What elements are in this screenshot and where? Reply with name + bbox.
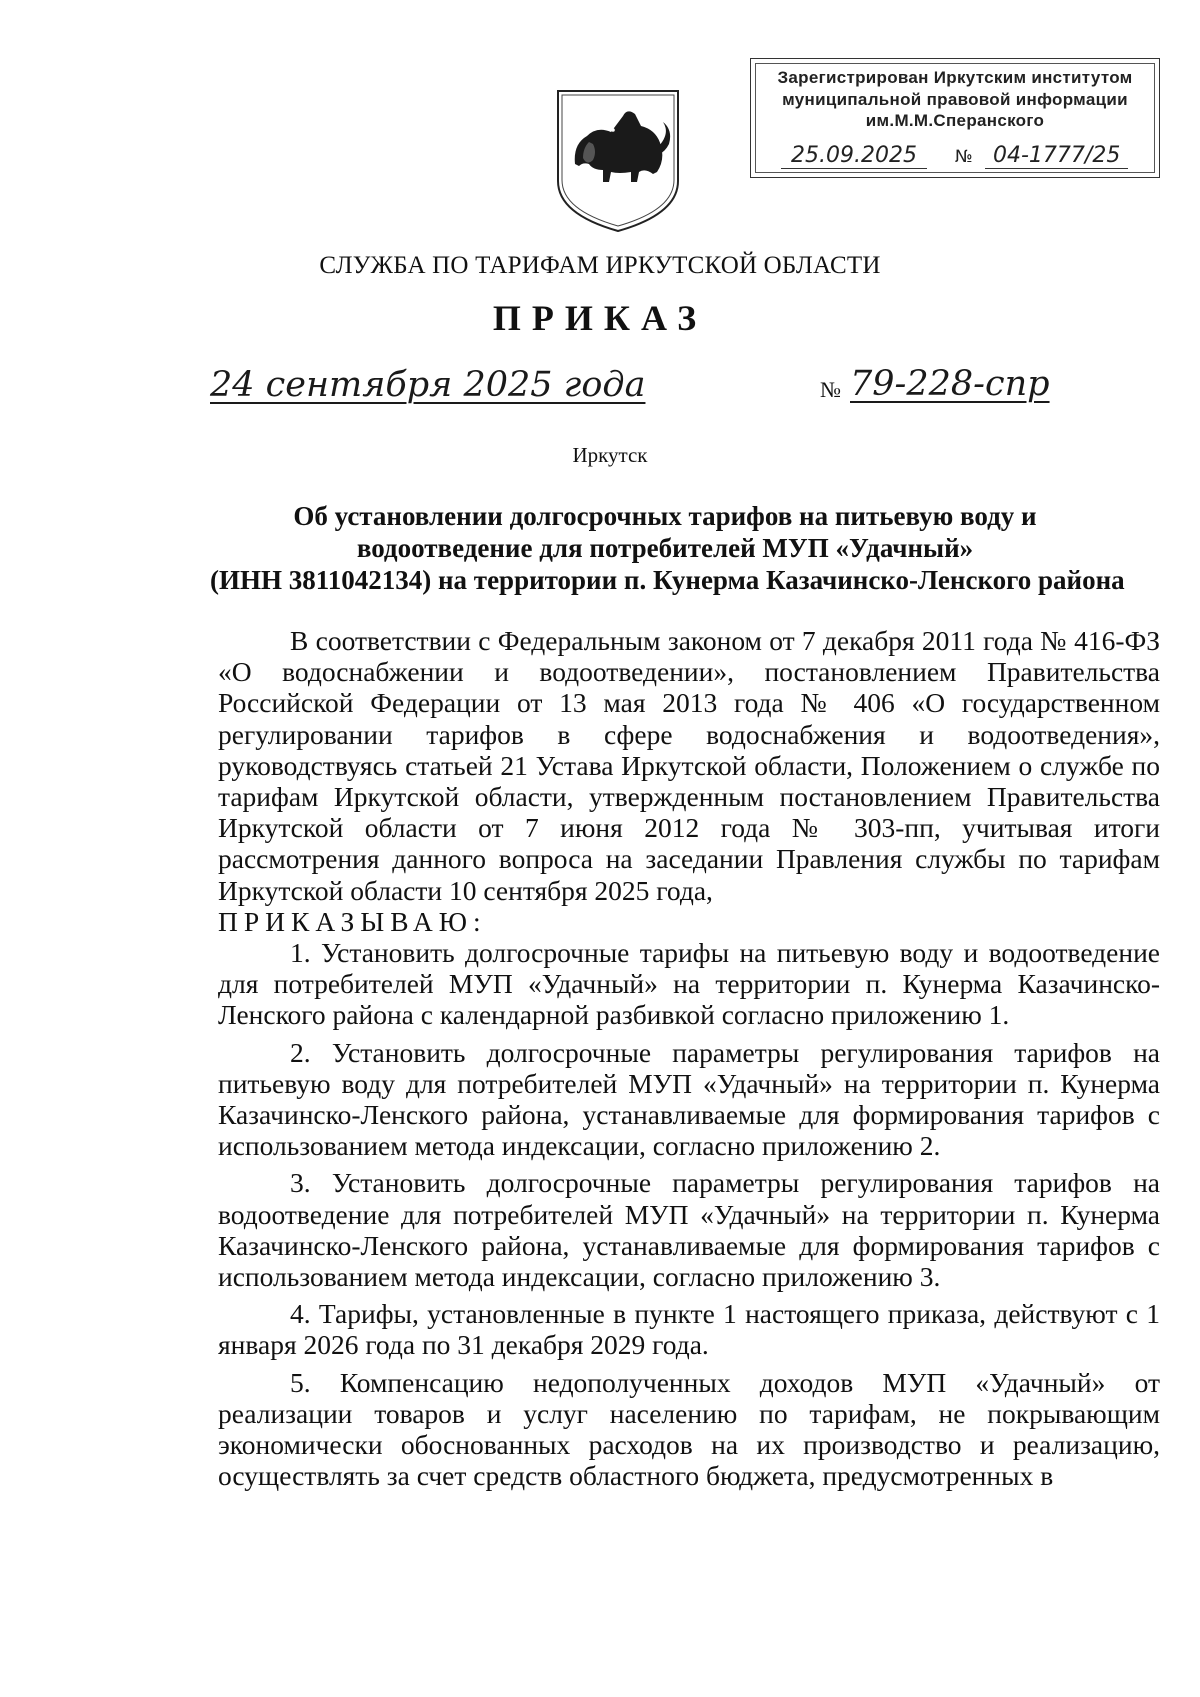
subject-line-1: Об установлении долгосрочных тарифов на питьевую воду и: [293, 501, 1037, 531]
subject-line-2: водоотведение для потребителей МУП «Удачный»: [356, 533, 974, 563]
order-item-4: 4. Тарифы, установленные в пункте 1 настоящего приказа, действуют с 1 января 2026 года по 31 декабря 2029 года.: [218, 1298, 1160, 1361]
city-name: Иркутск: [572, 443, 648, 467]
order-item-1: 1. Установить долгосрочные тарифы на питьевую воду и водоотведение для потребителей МУП «Удачный» на территории п. Кунерма Казачинско-Ленского района с календарной разбивкой согласно приложению 1.: [218, 937, 1160, 1031]
handwritten-order-number: 79-228-спр: [850, 364, 1050, 404]
stamp-line-3: им.М.М.Сперанского: [865, 111, 1045, 130]
agency-name: СЛУЖБА ПО ТАРИФАМ ИРКУТСКОЙ ОБЛАСТИ: [319, 252, 881, 279]
order-number-label: №: [820, 377, 841, 402]
stamp-number-label: №: [955, 147, 973, 167]
stamp-date: 25.09.2025: [781, 143, 927, 169]
handwritten-date: 24 сентября 2025 года: [210, 365, 646, 405]
document-body: [218, 625, 1160, 1491]
subject-line-3: (ИНН 3811042134) на территории п. Кунерма Казачинско-Ленского района: [210, 565, 1125, 595]
stamp-number: 04-1777/25: [985, 143, 1128, 169]
document-subject: [210, 500, 1125, 596]
order-item-2: 2. Установить долгосрочные параметры регулирования тарифов на питьевую воду для потребителей МУП «Удачный» на территории п. Кунерма Казачинско-Ленского района, устанавливаемые для формирования тарифов с использованием метода индексации, согласно приложению 2.: [218, 1036, 1160, 1162]
preamble-paragraph: В соответствии с Федеральным законом от 7 декабря 2011 года № 416-ФЗ «О водоснабжении и водоотведении», постановлением Правительства Российской Федерации от 13 мая 2013 года № 406 «О государственном регулировании тарифов в сфере водоснабжения и водоотведения», руководствуясь статьей 21 Устава Иркутской области, Положением о службе по тарифам Иркутской области, утвержденным постановлением Правительства Иркутской области от 7 июня 2012 года № 303-пп, учитывая итоги рассмотрения данного вопроса на заседании Правления службы по тарифам Иркутской области 10 сентября 2025 года,: [218, 625, 1160, 906]
order-item-3: 3. Установить долгосрочные параметры регулирования тарифов на водоотведение для потребителей МУП «Удачный» на территории п. Кунерма Казачинско-Ленского района, устанавливаемые для формирования тарифов с использованием метода индексации, согласно приложению 3.: [218, 1167, 1160, 1293]
stamp-line-2: муниципальной правовой информации: [782, 90, 1128, 109]
stamp-registration-row: [763, 143, 1147, 171]
stamp-line-1: Зарегистрирован Иркутским институтом: [777, 68, 1133, 87]
order-item-5: 5. Компенсацию недополученных доходов МУП «Удачный» от реализации товаров и услуг населению по тарифам, не покрывающим экономически обоснованных расходов на их производство и реализацию, осуществлять за счет средств областного бюджета, предусмотренных в: [218, 1366, 1160, 1492]
registration-stamp: [750, 58, 1160, 178]
order-word: ПРИКАЗЫВАЮ:: [218, 905, 487, 937]
irkutsk-coat-of-arms-icon: [553, 86, 683, 236]
document-type-title: ПРИКАЗ: [492, 298, 708, 338]
